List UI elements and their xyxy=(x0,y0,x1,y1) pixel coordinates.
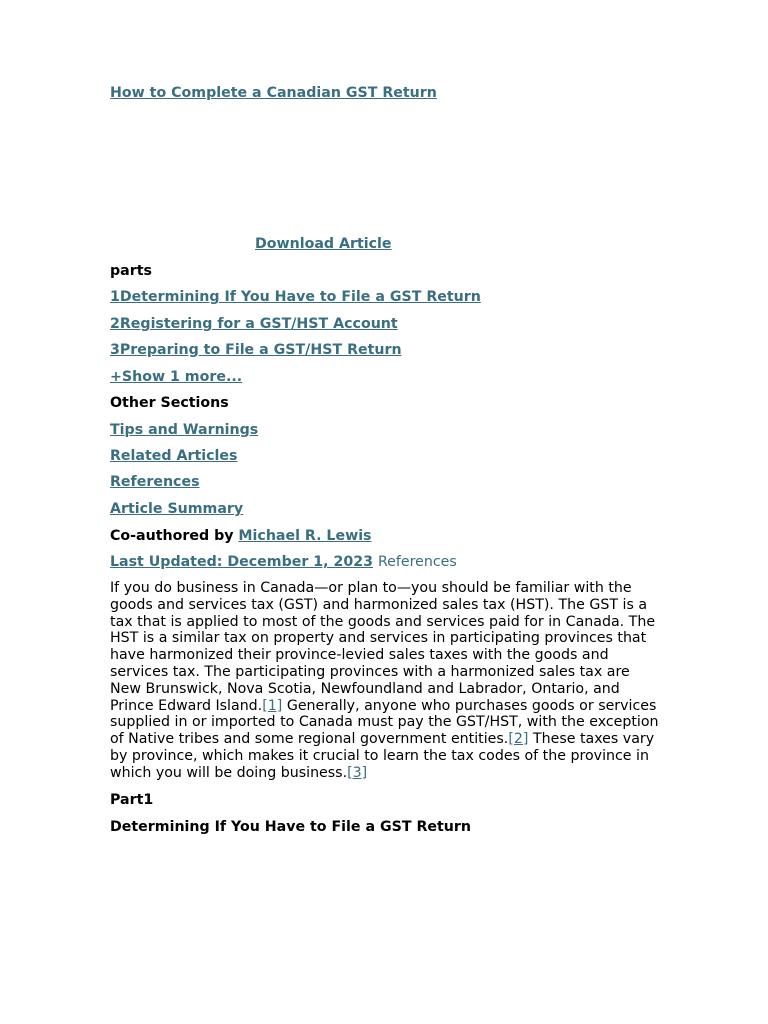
show-more-link[interactable]: +Show 1 more... xyxy=(110,369,243,385)
citation-2[interactable]: [2] xyxy=(508,731,529,748)
part-link-1[interactable]: 1Determining If You Have to File a GST Return xyxy=(110,289,481,305)
section-link-related[interactable]: Related Articles xyxy=(110,448,238,464)
download-article-link[interactable]: Download Article xyxy=(255,236,392,252)
part-title: Determining If You Have to File a GST Return xyxy=(110,819,471,835)
intro-text-3: These taxes vary by province, which makes it crucial to learn the tax codes of the province in which you will be doing business. xyxy=(110,731,655,781)
coauthor-line xyxy=(110,527,372,545)
coauthor-prefix: Co-authored by xyxy=(110,528,239,544)
article-title-link[interactable]: How to Complete a Canadian GST Return xyxy=(110,85,437,101)
part-heading: Part1 xyxy=(110,792,154,808)
other-sections-label: Other Sections xyxy=(110,395,229,411)
citation-3[interactable]: [3] xyxy=(347,764,368,781)
parts-label: parts xyxy=(110,263,152,279)
last-updated-link[interactable]: Last Updated: December 1, 2023 xyxy=(110,554,373,570)
section-link-summary[interactable]: Article Summary xyxy=(110,501,244,517)
part-link-2[interactable]: 2Registering for a GST/HST Account xyxy=(110,316,398,332)
section-link-tips[interactable]: Tips and Warnings xyxy=(110,422,259,438)
intro-text-2: Generally, anyone who purchases goods or services supplied in or imported to Canada must pay the GST/HST, with the exception of Native tribes and some regional government entities. xyxy=(110,697,659,748)
intro-paragraph xyxy=(110,580,662,782)
last-updated-line xyxy=(110,553,457,571)
intro-text-1: If you do business in Canada—or plan to—you should be familiar with the goods and services tax (GST) and harmonized sales tax (HST). The GST is a tax that is applied to most of the goods and services paid for in Canada. The HST is a similar tax on property and services in participating provinces that have harmonized their province-levied sales taxes with the goods and services tax. The participating provinces with a harmonized sales tax are New Brunswick, Nova Scotia, Newfoundland and Labrador, Ontario, and Prince Edward Island. xyxy=(110,580,656,714)
part-link-3[interactable]: 3Preparing to File a GST/HST Return xyxy=(110,342,402,358)
references-link[interactable]: References xyxy=(377,554,457,570)
section-link-references[interactable]: References xyxy=(110,474,200,490)
author-link[interactable]: Michael R. Lewis xyxy=(238,528,372,544)
citation-1[interactable]: [1] xyxy=(262,697,283,714)
